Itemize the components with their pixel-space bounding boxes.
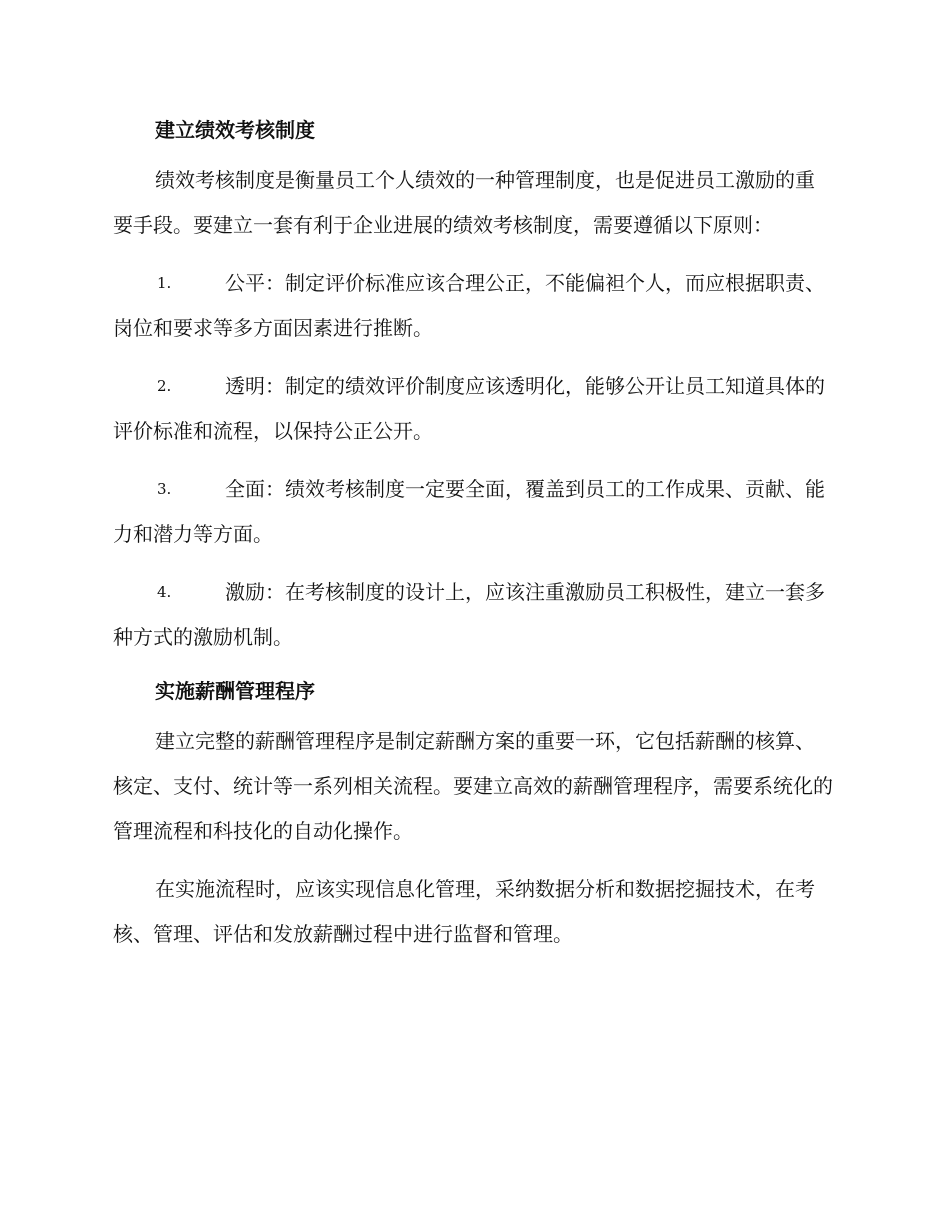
list-number: 2. — [157, 377, 172, 395]
list-text: 激励：在考核制度的设计上，应该注重激励员工积极性，建立一套多种方式的激励机制。 — [113, 580, 825, 649]
paragraph: 绩效考核制度是衡量员工个人绩效的一种管理制度，也是促进员工激励的重要手段。要建立一套有利于企业进展的绩效考核制度，需要遵循以下原则： — [113, 168, 815, 237]
section-heading-salary: 实施薪酬管理程序 — [155, 679, 315, 703]
list-item — [113, 467, 833, 557]
list-number: 1. — [157, 274, 172, 292]
list-number: 3. — [157, 480, 172, 498]
list-text: 透明：制定的绩效评价制度应该透明化，能够公开让员工知道具体的评价标准和流程，以保持公正公开。 — [113, 374, 825, 443]
paragraph: 在实施流程时，应该实现信息化管理，采纳数据分析和数据挖掘技术，在考核、管理、评估和发放薪酬过程中进行监督和管理。 — [113, 877, 815, 946]
list-item — [113, 364, 833, 454]
document-body — [113, 112, 833, 970]
section-heading-performance: 建立绩效考核制度 — [155, 118, 315, 142]
list-number: 4. — [157, 583, 172, 601]
list-item — [113, 261, 833, 351]
paragraph: 建立完整的薪酬管理程序是制定薪酬方案的重要一环，它包括薪酬的核算、核定、支付、统计等一系列相关流程。要建立高效的薪酬管理程序，需要系统化的管理流程和科技化的自动化操作。 — [113, 729, 833, 843]
list-text: 全面：绩效考核制度一定要全面，覆盖到员工的工作成果、贡献、能力和潜力等方面。 — [113, 477, 825, 546]
list-item — [113, 570, 833, 660]
list-text: 公平：制定评价标准应该合理公正，不能偏袒个人，而应根据职责、岗位和要求等多方面因素进行推断。 — [113, 271, 825, 340]
